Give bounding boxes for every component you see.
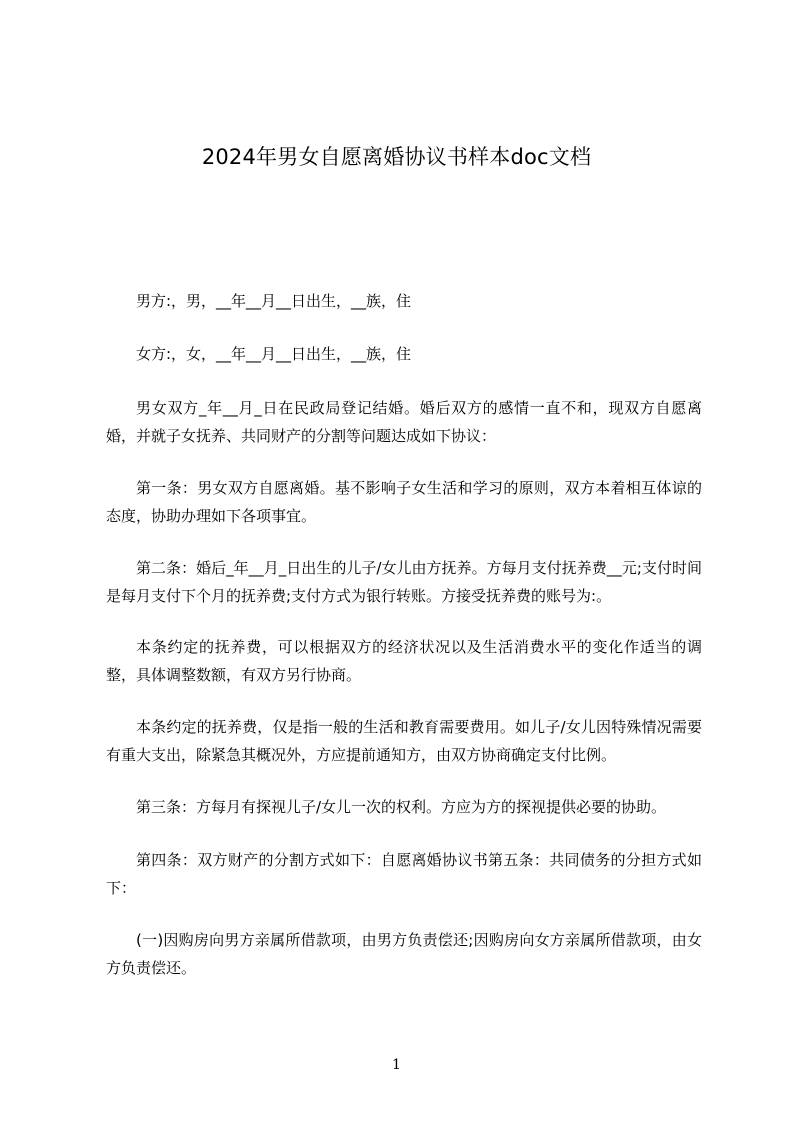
paragraph-article-2: 第二条：婚后_年__月_日出生的儿子/女儿由方抚养。方每月支付抚养费__元;支付时间是每月支付下个月的抚养费;支付方式为银行转账。方接受抚养费的账号为:。: [106, 559, 702, 605]
page-number: 1: [392, 1057, 401, 1073]
paragraph-article-1: 第一条：男女双方自愿离婚。基不影响子女生活和学习的原则，双方本着相互体谅的态度，协助办理如下各项事宜。: [106, 479, 702, 525]
paragraph-support-adjustment: 本条约定的抚养费，可以根据双方的经济状况以及生活消费水平的变化作适当的调整，具体调整数额，有双方另行协商。: [106, 638, 702, 684]
paragraph-debt-item-1: (一)因购房向男方亲属所借款项，由男方负责偿还;因购房向女方亲属所借款项，由女方负责偿还。: [106, 931, 702, 977]
paragraph-marriage-registration: 男女双方_年__月_日在民政局登记结婚。婚后双方的感情一直不和，现双方自愿离婚，并就子女抚养、共同财产的分割等问题达成如下协议：: [106, 399, 702, 445]
paragraph-article-3: 第三条：方每月有探视儿子/女儿一次的权利。方应为方的探视提供必要的协助。: [136, 798, 667, 816]
paragraph-article-4: 第四条：双方财产的分割方式如下：自愿离婚协议书第五条：共同债务的分担方式如下：: [106, 851, 702, 897]
paragraph-support-scope: 本条约定的抚养费，仅是指一般的生活和教育需要费用。如儿子/女儿因特殊情况需要有重大支出，除紧急其概况外，方应提前通知方，由双方协商确定支付比例。: [106, 718, 702, 764]
paragraph-female-party: 女方:，女，__年__月__日出生，__族，住: [136, 345, 412, 363]
document-title: 2024年男女自愿离婚协议书样本doc文档: [201, 145, 592, 169]
paragraph-male-party: 男方:，男，__年__月__日出生，__族，住: [136, 292, 412, 310]
